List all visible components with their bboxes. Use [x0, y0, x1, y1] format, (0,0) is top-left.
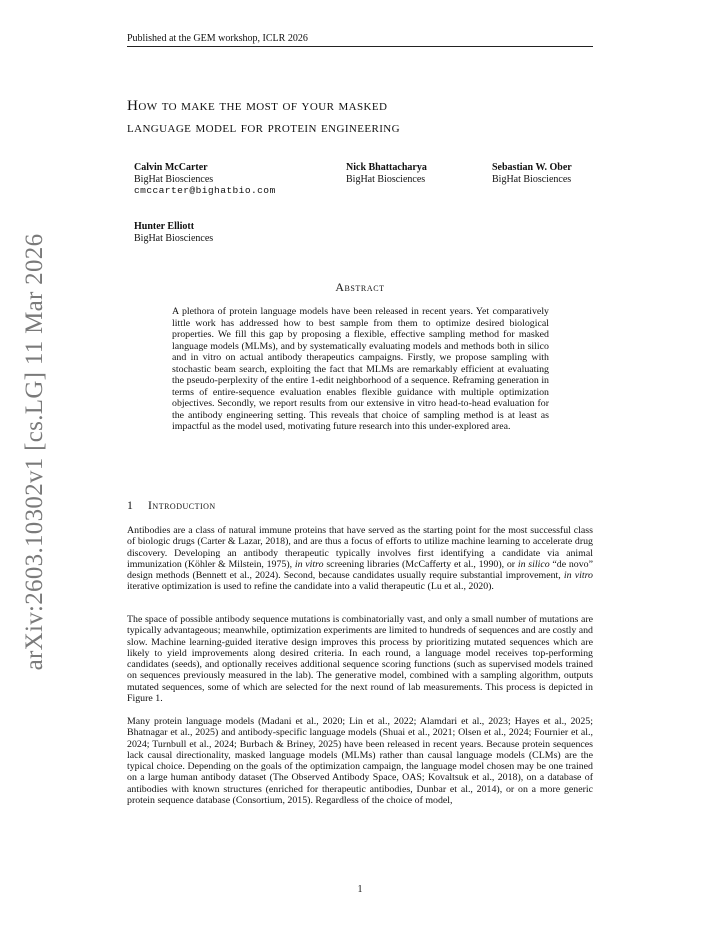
text-run: Antibodies are a class of natural immune proteins that have served as the starting point for the most successful class of biologic drugs (Carter & Lazar, 2018), and are thus a focus of efforts to utilize machine learning to accelerate drug discovery. Developing an antibody therapeutic typically involves first identifying a candidate via animal immunization (Köhler & Milstein, 1975),	[127, 525, 593, 570]
section-heading	[127, 498, 593, 513]
author-affiliation: BigHat Biosciences	[346, 173, 426, 185]
author-name: Hunter Elliott	[134, 221, 195, 232]
author-name: Calvin McCarter	[134, 162, 208, 173]
text-run: screening libraries (McCafferty et al., 1990), or	[323, 558, 518, 570]
author-name: Sebastian W. Ober	[492, 162, 572, 173]
running-header: Published at the GEM workshop, ICLR 2026	[127, 33, 308, 44]
italic-run: in vitro	[563, 570, 593, 582]
title-line-2: language model for protein engineering	[127, 119, 400, 136]
section-title: Introduction	[148, 498, 216, 512]
abstract-text: A plethora of protein language models have been released in recent years. Yet comparatively little work has addressed how to best sample from them to optimize desired biological properties. We fill this gap by proposing a flexible, effective sampling method for masked language models (MLMs), and by systematically evaluating models and methods both in silico and in vitro on actual antibody therapeutics campaigns. Firstly, we propose sampling with stochastic beam search, exploiting the fact that MLMs are remarkably efficient at evaluating the pseudo-perplexity of the entire 1-edit neighborhood of a sequence. Reframing generation in terms of entire-sequence evaluation enables flexible guidance with multiple optimization objectives. Secondly, we report results from our extensive in vitro head-to-head evaluation for the antibody engineering setting. This reveals that choice of sampling method is at least as impactful as the model used, motivating future research into this under-explored area.	[172, 306, 549, 432]
paragraph: Many protein language models (Madani et al., 2020; Lin et al., 2022; Alamdari et al., 2023; Hayes et al., 2025; Bhatnagar et al., 2025) and antibody-specific language models (Shuai et al., 2021; Olsen et al., 2024; Fournier et al., 2024; Turnbull et al., 2024; Burbach & Briney, 2025) have been released in recent years. Because protein sequences lack causal directionality, masked language models (MLMs) rather than causal language models (CLMs) are the typical choice. Depending on the goals of the optimization campaign, the language model chosen may be one trained on a large human antibody dataset (The Observed Antibody Space, OAS; Kovaltsuk et al., 2018), on a database of antibodies with known structures (enriched for therapeutic antibodies, Dunbar et al., 2014), or on a more generic protein sequence database (Consortium, 2015). Regardless of the choice of model,	[127, 716, 593, 807]
author-block	[134, 221, 213, 244]
text-run: iterative optimization is used to refine the candidate into a valid therapeutic (Lu et al., 2020).	[127, 581, 494, 593]
text-run: “de novo” design methods (Bennett et al., 2024). Second, because candidates usually require substantial improvement,	[127, 558, 593, 582]
title-line-1: How to make the most of your masked	[127, 97, 388, 114]
italic-run: in silico	[517, 558, 550, 570]
author-email[interactable]: cmccarter@bighatbio.com	[134, 185, 276, 196]
paragraph: The space of possible antibody sequence mutations is combinatorially vast, and only a small number of mutations are typically advantageous; meanwhile, optimization experiments are limited to hundreds of sequences and are costly and slow. Machine learning-guided iterative design improves this process by prioritizing mutated sequences which are likely to yield improvements along desired criteria. In each round, a language model receives top-performing candidates (seeds), and optionally receives additional sequence scoring functions (such as supervised models trained on sequences previously measured in the lab). The generative model, combined with a sampling algorithm, outputs mutated sequences, some of which are selected for the next round of lab measurements. This process is depicted in Figure 1.	[127, 614, 593, 705]
author-affiliation: BigHat Biosciences	[492, 173, 572, 185]
header-rule	[127, 46, 593, 47]
author-name: Nick Bhattacharya	[346, 162, 427, 173]
author-block	[346, 162, 427, 185]
paragraph	[127, 525, 593, 593]
abstract-heading: Abstract	[335, 280, 385, 294]
author-block	[134, 162, 276, 197]
section-number: 1	[127, 498, 134, 512]
author-block	[492, 162, 572, 185]
paper-title	[127, 95, 597, 139]
author-affiliation: BigHat Biosciences	[134, 173, 214, 185]
italic-run: in vitro	[294, 558, 324, 570]
page-number: 1	[357, 884, 363, 895]
author-affiliation: BigHat Biosciences	[134, 232, 214, 244]
arxiv-sidebar-stamp: arXiv:2603.10302v1 [cs.LG] 11 Mar 2026	[21, 233, 48, 671]
